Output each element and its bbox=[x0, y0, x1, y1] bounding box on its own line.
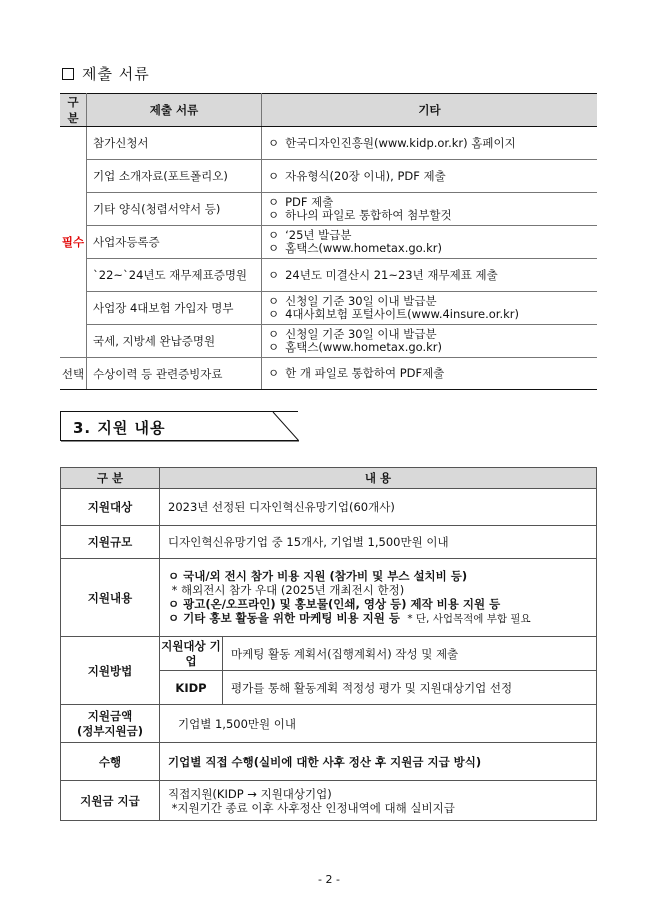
table-row-payment bbox=[61, 781, 597, 821]
document-notes: ㅇ 신청일 기준 30일 이내 발급분 ㅇ 4대사회보험 포털사이트(www.4insure.or.kr) bbox=[262, 292, 598, 325]
method-sub-label: 지원대상 기업 bbox=[160, 637, 223, 671]
method-value: 평가를 통해 활동계획 적정성 평가 및 지원대상기업 선정 bbox=[223, 671, 597, 705]
table-row-target bbox=[61, 489, 597, 526]
col-header-document: 제출 서류 bbox=[87, 94, 262, 127]
document-notes: ㅇ 24년도 미결산시 21~23년 재무제표 제출 bbox=[262, 259, 598, 292]
checkbox-square-icon bbox=[62, 68, 74, 80]
col-header-notes: 기타 bbox=[262, 94, 598, 127]
row-label: 지원금액 (정부지원금) bbox=[61, 705, 160, 743]
section-title: 제출 서류 bbox=[82, 65, 150, 83]
optional-label: 선택 bbox=[60, 358, 87, 390]
document-name: 참가신청서 bbox=[87, 127, 262, 160]
section-title: 3. 지원 내용 bbox=[73, 419, 166, 437]
table-row-scale bbox=[61, 526, 597, 559]
section-heading-documents bbox=[62, 63, 150, 84]
row-value: 직접지원(KIDP → 지원대상기업) *지원기간 종료 이후 사후정산 인정내역에 대해 실비지급 bbox=[160, 781, 597, 821]
document-notes: ㅇ 한국디자인진흥원(www.kidp.or.kr) 홈페이지 bbox=[262, 127, 598, 160]
table-row bbox=[60, 226, 597, 259]
table-row-execution bbox=[61, 743, 597, 781]
table-row-method bbox=[61, 637, 597, 671]
col-header-content: 내 용 bbox=[160, 468, 597, 489]
table-header-row bbox=[60, 94, 597, 127]
document-notes: ㅇ 자유형식(20장 이내), PDF 제출 bbox=[262, 160, 598, 193]
table-row bbox=[60, 193, 597, 226]
documents-table bbox=[60, 93, 597, 390]
table-row bbox=[60, 292, 597, 325]
support-content-table bbox=[60, 467, 597, 821]
table-row-content bbox=[61, 559, 597, 637]
row-value: ㅇ 국내/외 전시 참가 비용 지원 (참가비 및 부스 설치비 등) * 해외전시 참가 우대 (2025년 개최전시 한정) ㅇ 광고(온/오프라인) 및 홍보물(인쇄, 영상 등) 제작 비용 지원 등 ㅇ 기타 홍보 활동을 위한 마케팅 비용 지원 등 * 단, 사업목적에 부합 필요 bbox=[160, 559, 597, 637]
row-label: 지원규모 bbox=[61, 526, 160, 559]
table-row bbox=[60, 259, 597, 292]
document-notes: ㅇ 신청일 기준 30일 이내 발급분 ㅇ 홈택스(www.hometax.go.kr) bbox=[262, 325, 598, 358]
document-name: 사업자등록증 bbox=[87, 226, 262, 259]
col-header-category: 구분 bbox=[60, 94, 87, 127]
table-row bbox=[60, 127, 597, 160]
row-label: 지원방법 bbox=[61, 637, 160, 705]
page-number: - 2 - bbox=[318, 873, 340, 886]
row-label: 수행 bbox=[61, 743, 160, 781]
row-label: 지원금 지급 bbox=[61, 781, 160, 821]
document-name: 국세, 지방세 완납증명원 bbox=[87, 325, 262, 358]
table-row-amount bbox=[61, 705, 597, 743]
document-name: 기업 소개자료(포트폴리오) bbox=[87, 160, 262, 193]
document-name: 사업장 4대보험 가입자 명부 bbox=[87, 292, 262, 325]
document-notes: ㅇ 한 개 파일로 통합하여 PDF제출 bbox=[262, 358, 598, 390]
table-header-row bbox=[61, 468, 597, 489]
document-notes: ㅇ ‘25년 발급분 ㅇ 홈택스(www.hometax.go.kr) bbox=[262, 226, 598, 259]
table-row bbox=[60, 358, 597, 390]
document-name: `22~`24년도 재무제표증명원 bbox=[87, 259, 262, 292]
row-value: 기업별 1,500만원 이내 bbox=[160, 705, 597, 743]
row-label: 지원내용 bbox=[61, 559, 160, 637]
row-value: 2023년 선정된 디자인혁신유망기업(60개사) bbox=[160, 489, 597, 526]
table-row bbox=[60, 325, 597, 358]
bullet: ㅇ bbox=[268, 135, 280, 150]
section-heading-support bbox=[60, 411, 298, 441]
document-name: 기타 양식(청렴서약서 등) bbox=[87, 193, 262, 226]
row-label: 지원대상 bbox=[61, 489, 160, 526]
document-name: 수상이력 등 관련증빙자료 bbox=[87, 358, 262, 390]
method-sub-label: KIDP bbox=[160, 671, 223, 705]
document-notes: ㅇ PDF 제출 ㅇ 하나의 파일로 통합하여 첨부할것 bbox=[262, 193, 598, 226]
required-label: 필수 bbox=[60, 127, 87, 358]
row-value: 디자인혁신유망기업 중 15개사, 기업별 1,500만원 이내 bbox=[160, 526, 597, 559]
table-row bbox=[60, 160, 597, 193]
method-value: 마케팅 활동 계획서(집행계획서) 작성 및 제출 bbox=[223, 637, 597, 671]
col-header-category: 구 분 bbox=[61, 468, 160, 489]
row-value: 기업별 직접 수행(실비에 대한 사후 정산 후 지원금 지급 방식) bbox=[160, 743, 597, 781]
